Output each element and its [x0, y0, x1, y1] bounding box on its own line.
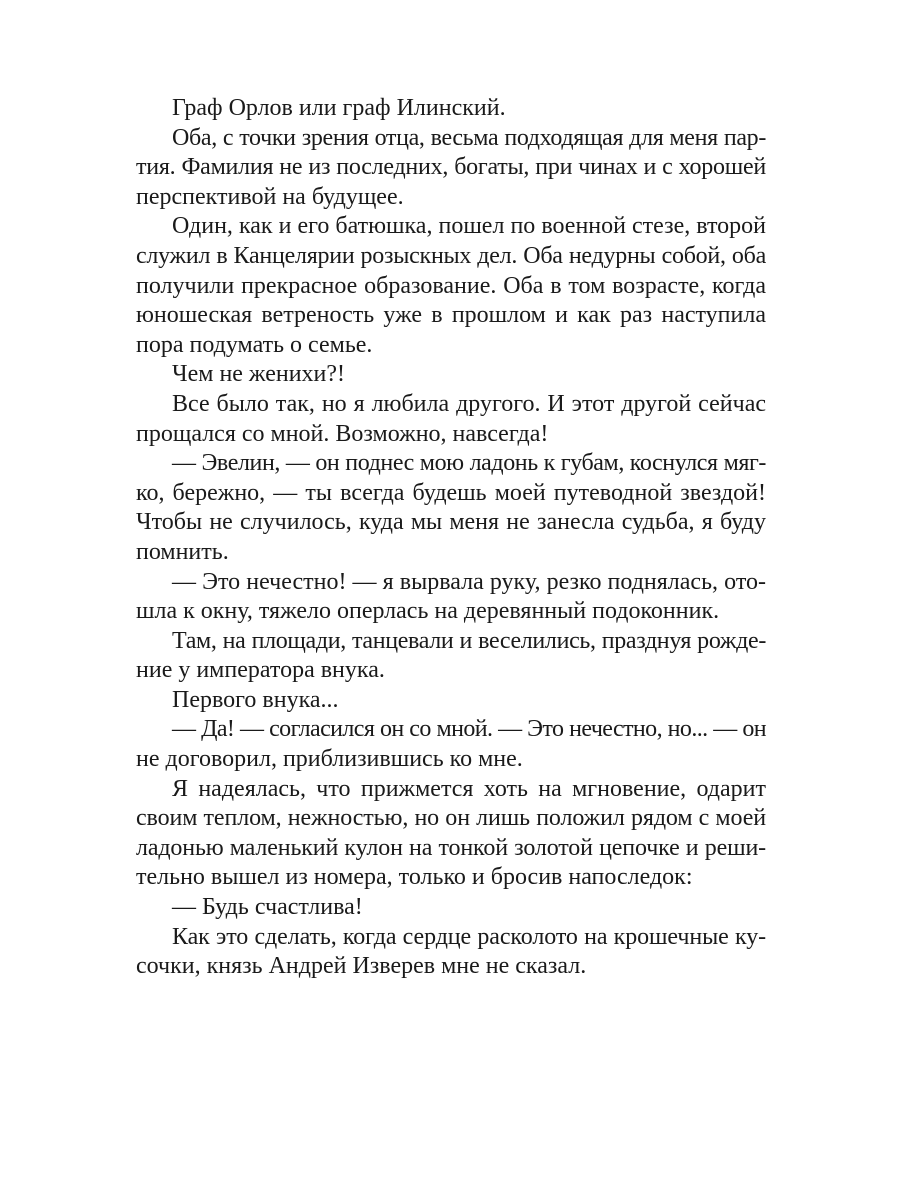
text-line: — Эвелин, — он поднес мою ладонь к губам, коснулся мяг-	[172, 450, 766, 477]
text-line: Чтобы не случилось, куда мы меня не занесла судьба, я буду	[136, 509, 766, 536]
paragraph	[136, 923, 766, 982]
paragraph	[136, 686, 766, 716]
text-line: — Да! — согласился он со мной. — Это нечестно, но... — он	[172, 716, 766, 743]
text-line: перспективой на будущее.	[136, 183, 404, 210]
paragraph	[136, 212, 766, 360]
text-line: получили прекрасное образование. Оба в том возрасте, когда	[136, 272, 766, 299]
paragraph	[136, 893, 766, 923]
text-line: сочки, князь Андрей Изверев мне не сказал.	[136, 953, 587, 980]
text-line: Чем не женихи?!	[172, 361, 346, 388]
paragraph	[136, 360, 766, 390]
text-line: Там, на площади, танцевали и веселились, празднуя рожде-	[172, 627, 766, 654]
body-text	[136, 94, 766, 982]
paragraph	[136, 775, 766, 893]
text-line: Первого внука...	[172, 686, 339, 713]
text-line: своим теплом, нежностью, но он лишь положил рядом с моей	[136, 805, 766, 832]
text-line: ние у императора внука.	[136, 657, 385, 684]
text-line: пора подумать о семье.	[136, 331, 373, 358]
text-line: юношеская ветреность уже в прошлом и как раз наступила	[136, 302, 766, 329]
text-line: Все было так, но я любила другого. И этот другой сейчас	[172, 390, 766, 417]
text-line: Граф Орлов или граф Илинский.	[172, 95, 506, 121]
text-line: — Это нечестно! — я вырвала руку, резко поднялась, ото-	[172, 568, 766, 595]
text-line: ко, бережно, — ты всегда будешь моей путеводной звездой!	[136, 479, 766, 506]
text-line: — Будь счастлива!	[172, 894, 363, 921]
text-line: Оба, с точки зрения отца, весьма подходящая для меня пар-	[172, 124, 766, 151]
paragraph	[136, 568, 766, 627]
text-line: тельно вышел из номера, только и бросив напоследок:	[136, 864, 693, 891]
paragraph	[136, 627, 766, 686]
text-line: не договорил, приблизившись ко мне.	[136, 746, 523, 773]
paragraph	[136, 449, 766, 567]
paragraph	[136, 124, 766, 213]
text-line: Как это сделать, когда сердце расколото на крошечные ку-	[172, 923, 766, 950]
text-line: шла к окну, тяжело оперлась на деревянный подоконник.	[136, 598, 720, 625]
text-line: Я надеялась, что прижмется хоть на мгновение, одарит	[172, 775, 766, 802]
text-line: прощался со мной. Возможно, навсегда!	[136, 420, 549, 447]
paragraph	[136, 715, 766, 774]
paragraph	[136, 390, 766, 449]
text-line: Один, как и его батюшка, пошел по военной стезе, второй	[172, 213, 766, 240]
text-line: помнить.	[136, 538, 229, 565]
paragraph	[136, 94, 766, 124]
text-line: ладонью маленький кулон на тонкой золотой цепочке и реши-	[136, 834, 766, 861]
text-line: служил в Канцелярии розыскных дел. Оба недурны собой, оба	[136, 242, 766, 269]
text-line: тия. Фамилия не из последних, богаты, при чинах и с хорошей	[136, 154, 766, 181]
